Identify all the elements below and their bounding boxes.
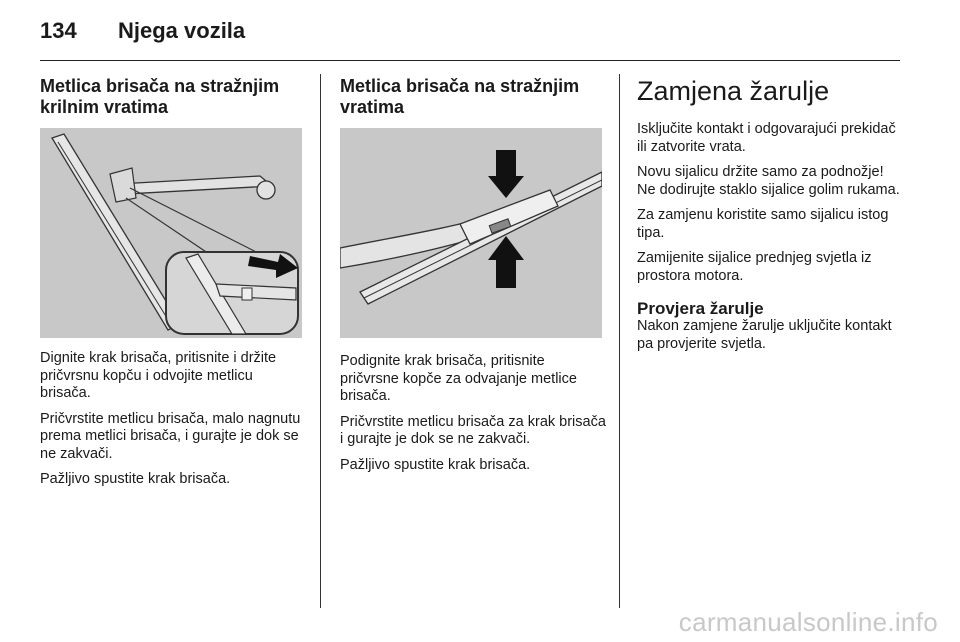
paragraph: Zamijenite sijalice prednjeg svjetla iz prostora motora. xyxy=(637,250,872,284)
column-side-door-wiper-text xyxy=(40,350,306,489)
wiper-illustration-1 xyxy=(40,128,302,338)
column-rear-door-wiper xyxy=(340,76,606,118)
paragraph: Za zamjenu koristite samo sijalicu istog tipa. xyxy=(637,207,889,241)
paragraph: Podignite krak brisača, pritisnite pričvrsne kopče za odvajanje metlice brisača. xyxy=(340,353,577,404)
figure-rear-door-wiper xyxy=(340,128,602,338)
section-title-bulb-replacement: Zamjena žarulje xyxy=(637,76,830,106)
paragraph: Pričvrstite metlicu brisača, malo nagnutu prema metlici brisača, i gurajte je dok se ne zakvači. xyxy=(40,410,301,462)
subheading-bulb-check: Provjera žarulje xyxy=(637,299,764,318)
paragraph: Nakon zamjene žarulje uključite kontakt pa provjerite svjetla. xyxy=(637,318,892,352)
section-heading-rear-door-wiper: Metlica brisača na stražnjim vratima xyxy=(340,76,580,117)
paragraph: Dignite krak brisača, pritisnite i držite pričvrsnu kopču i odvojite metlicu brisača. xyxy=(40,350,277,401)
column-divider-2 xyxy=(619,74,620,608)
paragraph: Pričvrstite metlicu brisača za krak brisača i gurajte je dok se ne zakvači. xyxy=(340,413,606,447)
paragraph: Pažljivo spustite krak brisača. xyxy=(40,471,231,487)
column-divider-1 xyxy=(320,74,321,608)
header-divider xyxy=(40,60,900,61)
column-bulb-replacement xyxy=(637,76,905,353)
watermark: carmanualsonline.info xyxy=(678,607,938,637)
section-heading-side-door-wiper: Metlica brisača na stražnjim krilnim vratima xyxy=(40,76,280,117)
paragraph: Pažljivo spustite krak brisača. xyxy=(340,456,531,473)
page-number: 134 xyxy=(40,18,77,43)
wiper-illustration-2 xyxy=(340,128,602,338)
chapter-title: Njega vozila xyxy=(118,18,246,43)
paragraph: Isključite kontakt i odgovarajući prekidač ili zatvorite vrata. xyxy=(637,121,896,155)
figure-side-door-wiper xyxy=(40,128,302,338)
page-header xyxy=(40,18,900,60)
column-side-door-wiper xyxy=(40,76,306,118)
paragraph: Novu sijalicu držite samo za podnožje! Ne dodirujte staklo sijalice golim rukama. xyxy=(637,164,900,198)
column-rear-door-wiper-text xyxy=(340,353,606,474)
